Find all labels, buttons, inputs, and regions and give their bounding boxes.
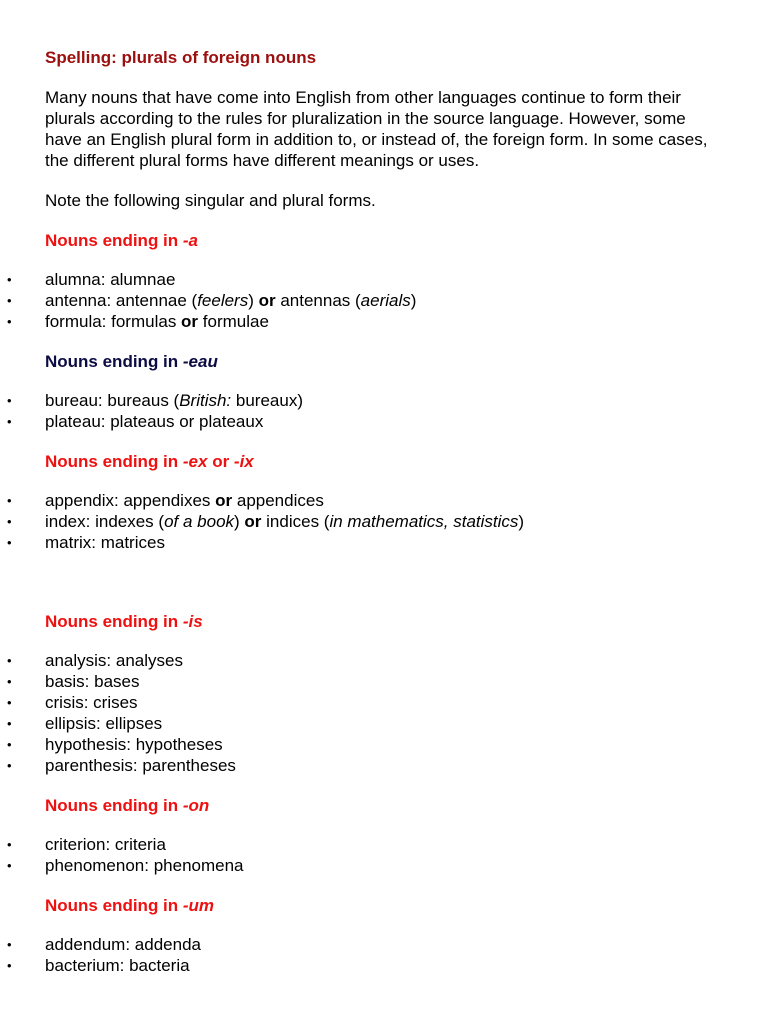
section-heading-a: Nouns ending in -a — [45, 231, 199, 250]
section-heading-eau: Nouns ending in -eau — [45, 352, 218, 371]
list-item: • basis: bases — [45, 671, 728, 692]
list-item: • bureau: bureaus (British: bureaux) — [45, 390, 728, 411]
list-item: • matrix: matrices — [45, 532, 728, 553]
list-item: • formula: formulas or formulae — [45, 311, 728, 332]
list-is — [45, 650, 728, 776]
list-item: • antenna: antennae (feelers) or antennas (aerials) — [45, 290, 728, 311]
section-heading-is: Nouns ending in -is — [45, 612, 203, 631]
list-um — [45, 934, 728, 976]
list-item: • parenthesis: parentheses — [45, 755, 728, 776]
list-item: • analysis: analyses — [45, 650, 728, 671]
list-item: • index: indexes (of a book) or indices (in mathematics, statistics) — [45, 511, 728, 532]
list-eau — [45, 390, 728, 432]
list-item: • phenomenon: phenomena — [45, 855, 728, 876]
list-item: • bacterium: bacteria — [45, 955, 728, 976]
section-heading-ex-ix: Nouns ending in -ex or -ix — [45, 452, 254, 471]
list-item: • appendix: appendixes or appendices — [45, 490, 728, 511]
vertical-gap — [45, 572, 728, 611]
section-heading-on: Nouns ending in -on — [45, 796, 210, 815]
intro-paragraph: Many nouns that have come into English from other languages continue to form their plurals according to the rules for pluralization in the source language. However, some have an English plural form in addition to, or instead of, the foreign form. In some cases, the different plural forms have different meanings or uses. — [45, 88, 708, 170]
list-item: • alumna: alumnae — [45, 269, 728, 290]
list-item: • crisis: crises — [45, 692, 728, 713]
page-title: Spelling: plurals of foreign nouns — [45, 48, 317, 67]
list-on — [45, 834, 728, 876]
section-heading-um: Nouns ending in -um — [45, 896, 215, 915]
list-item: • hypothesis: hypotheses — [45, 734, 728, 755]
list-item: • plateau: plateaus or plateaux — [45, 411, 728, 432]
list-item: • addendum: addenda — [45, 934, 728, 955]
note-paragraph: Note the following singular and plural forms. — [45, 191, 376, 210]
list-ex-ix — [45, 490, 728, 553]
list-a — [45, 269, 728, 332]
list-item: • criterion: criteria — [45, 834, 728, 855]
list-item: • ellipsis: ellipses — [45, 713, 728, 734]
